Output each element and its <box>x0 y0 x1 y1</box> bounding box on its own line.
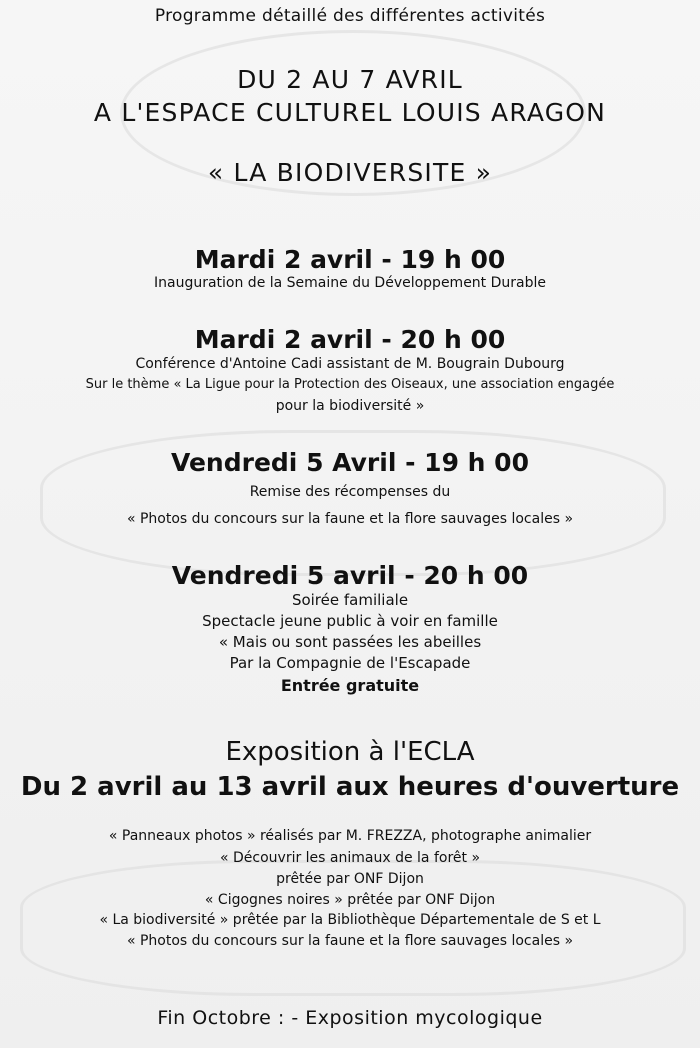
event-2-line: Sur le thème « La Ligue pour la Protection des Oiseaux, une association engagée <box>85 377 615 392</box>
event-1-date: Mardi 2 avril - 19 h 00 <box>194 245 506 274</box>
exposition-item: « Panneaux photos » réalisés par M. FREZZA, photographe animalier <box>108 828 592 844</box>
programme-heading: Programme détaillé des différentes activités <box>154 6 546 26</box>
exposition-item: « Découvrir les animaux de la forêt » <box>219 850 481 866</box>
event-2-line: pour la biodiversité » <box>275 398 425 414</box>
footer-mycology: Fin Octobre : - Exposition mycologique <box>157 1007 543 1029</box>
event-4-free-entry: Entrée gratuite <box>280 676 420 695</box>
event-1-description: Inauguration de la Semaine du Développement Durable <box>153 275 546 291</box>
event-2-date: Mardi 2 avril - 20 h 00 <box>194 325 506 354</box>
event-2-line: Conférence d'Antoine Cadi assistant de M. Bougrain Dubourg <box>135 356 565 372</box>
exposition-title: Exposition à l'ECLA <box>225 737 475 767</box>
exposition-item: « Cigognes noires » prêtée par ONF Dijon <box>204 892 496 908</box>
date-range-heading: DU 2 AU 7 AVRIL <box>237 65 463 94</box>
event-3-date: Vendredi 5 Avril - 19 h 00 <box>171 448 529 477</box>
theme-heading: « LA BIODIVERSITE » <box>207 158 493 187</box>
exposition-period: Du 2 avril au 13 avril aux heures d'ouverture <box>20 772 680 802</box>
event-4-line: Spectacle jeune public à voir en famille <box>202 612 498 630</box>
event-4-line: Soirée familiale <box>291 591 409 609</box>
venue-heading: A L'ESPACE CULTUREL LOUIS ARAGON <box>93 98 607 127</box>
exposition-item: « La biodiversité » prêtée par la Bibliothèque Départementale de S et L <box>99 912 601 928</box>
event-4-line: « Mais ou sont passées les abeilles <box>218 633 482 651</box>
event-3-line: Remise des récompenses du <box>249 484 451 500</box>
exposition-item: prêtée par ONF Dijon <box>276 871 424 887</box>
exposition-item: « Photos du concours sur la faune et la flore sauvages locales » <box>126 933 574 949</box>
event-3-line: « Photos du concours sur la faune et la flore sauvages locales » <box>126 511 574 527</box>
event-4-line: Par la Compagnie de l'Escapade <box>229 654 471 672</box>
event-4-date: Vendredi 5 avril - 20 h 00 <box>171 561 529 590</box>
